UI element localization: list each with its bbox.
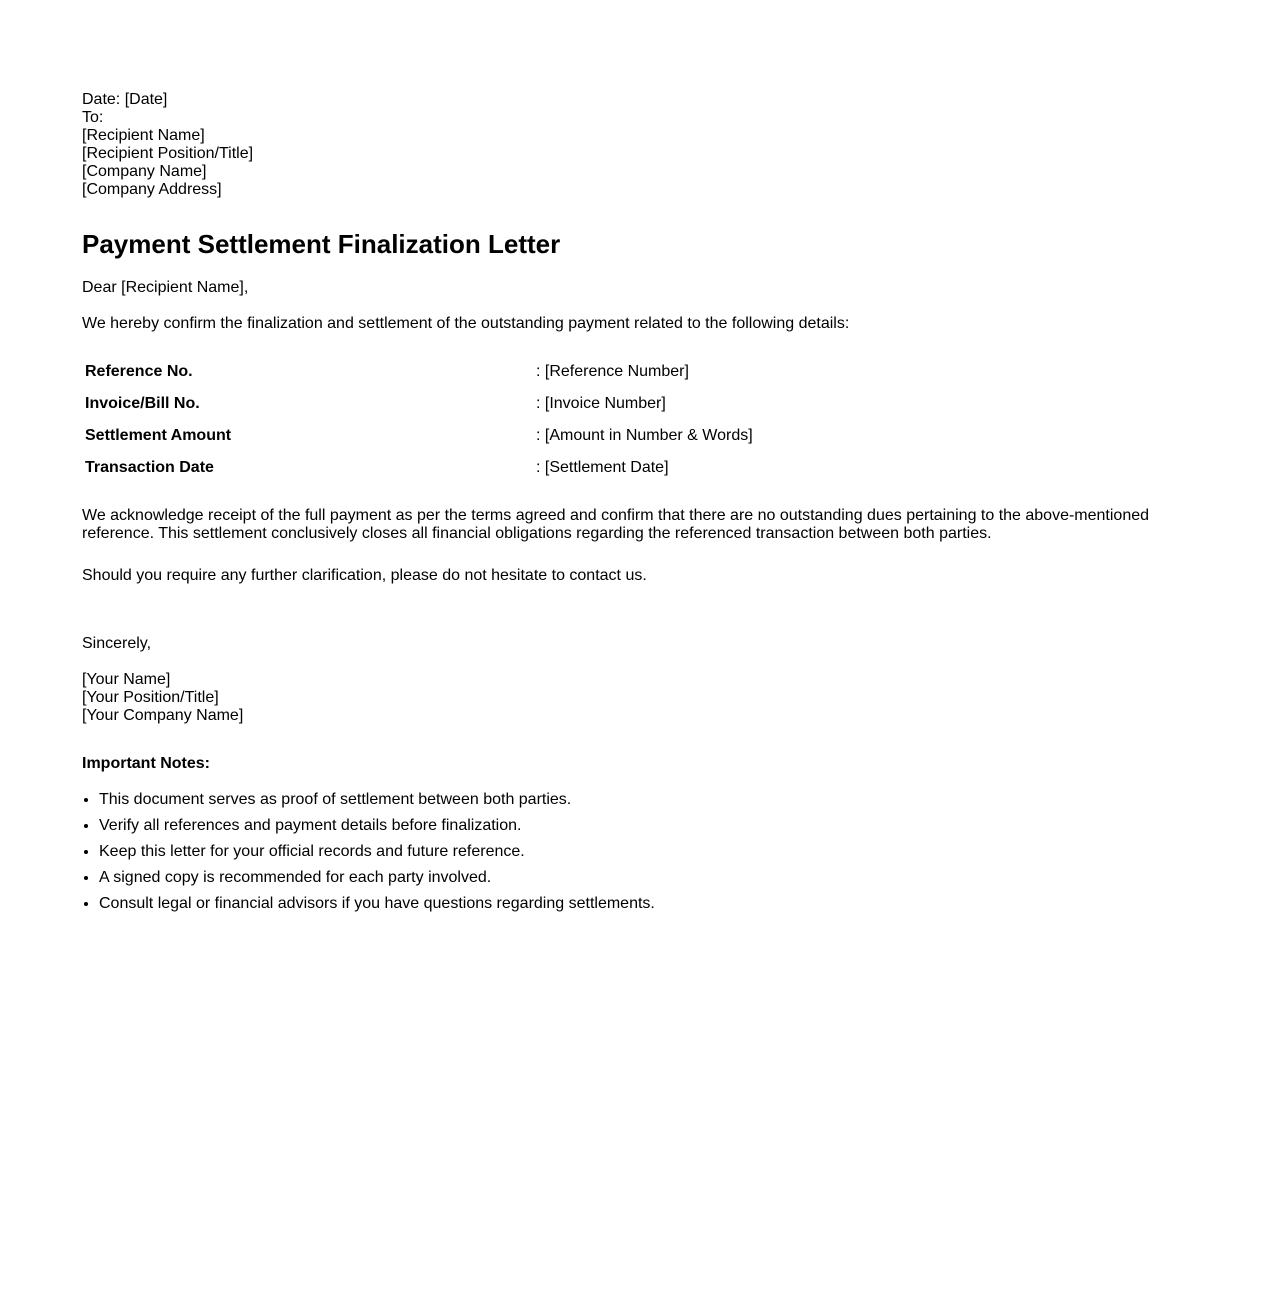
list-item: • Keep this letter for your official records and future reference. (99, 843, 1196, 861)
signer-position: [Your Position/Title] (82, 689, 219, 706)
detail-label: Settlement Amount (85, 427, 232, 444)
company-address: [Company Address] (82, 181, 222, 198)
contact-paragraph: Should you require any further clarification, please do not hesitate to contact us. (82, 567, 647, 584)
signature-block (82, 671, 1196, 725)
detail-label: Invoice/Bill No. (85, 395, 200, 412)
table-row (83, 420, 1197, 452)
recipient-name: [Recipient Name] (82, 127, 205, 144)
signer-name: [Your Name] (82, 671, 171, 688)
detail-value: : [Invoice Number] (536, 395, 666, 412)
letter-title: Payment Settlement Finalization Letter (82, 229, 561, 259)
detail-value: : [Amount in Number & Words] (536, 427, 753, 444)
salutation: Dear [Recipient Name], (82, 279, 249, 296)
notes-list (82, 791, 1196, 913)
recipient-header (82, 91, 1196, 199)
to-line: To: (82, 109, 104, 126)
detail-label: Transaction Date (85, 459, 214, 476)
company-name: [Company Name] (82, 163, 207, 180)
recipient-position: [Recipient Position/Title] (82, 145, 254, 162)
list-item: • Consult legal or financial advisors if you have questions regarding settlements. (99, 895, 1196, 913)
signer-company: [Your Company Name] (82, 707, 244, 724)
acknowledgement-paragraph: We acknowledge receipt of the full payment as per the terms agreed and confirm that there are no outstanding dues pertaining to the above-mentioned reference. This settlement conclusively closes all financial obligations regarding the referenced transaction between both parties. (82, 507, 1150, 542)
table-row (83, 388, 1197, 420)
date-line: Date: [Date] (82, 91, 168, 108)
closing: Sincerely, (82, 635, 152, 652)
table-row (83, 356, 1197, 388)
table-row (83, 452, 1197, 484)
list-item: • This document serves as proof of settlement between both parties. (99, 791, 1196, 809)
list-item: • Verify all references and payment details before finalization. (99, 817, 1196, 835)
detail-value: : [Reference Number] (536, 363, 689, 380)
detail-label: Reference No. (85, 363, 193, 380)
notes-heading: Important Notes: (82, 755, 210, 772)
list-item: • A signed copy is recommended for each party involved. (99, 869, 1196, 887)
intro-paragraph: We hereby confirm the finalization and settlement of the outstanding payment related to the following details: (82, 315, 850, 332)
details-table (83, 356, 1197, 484)
detail-value: : [Settlement Date] (536, 459, 669, 476)
